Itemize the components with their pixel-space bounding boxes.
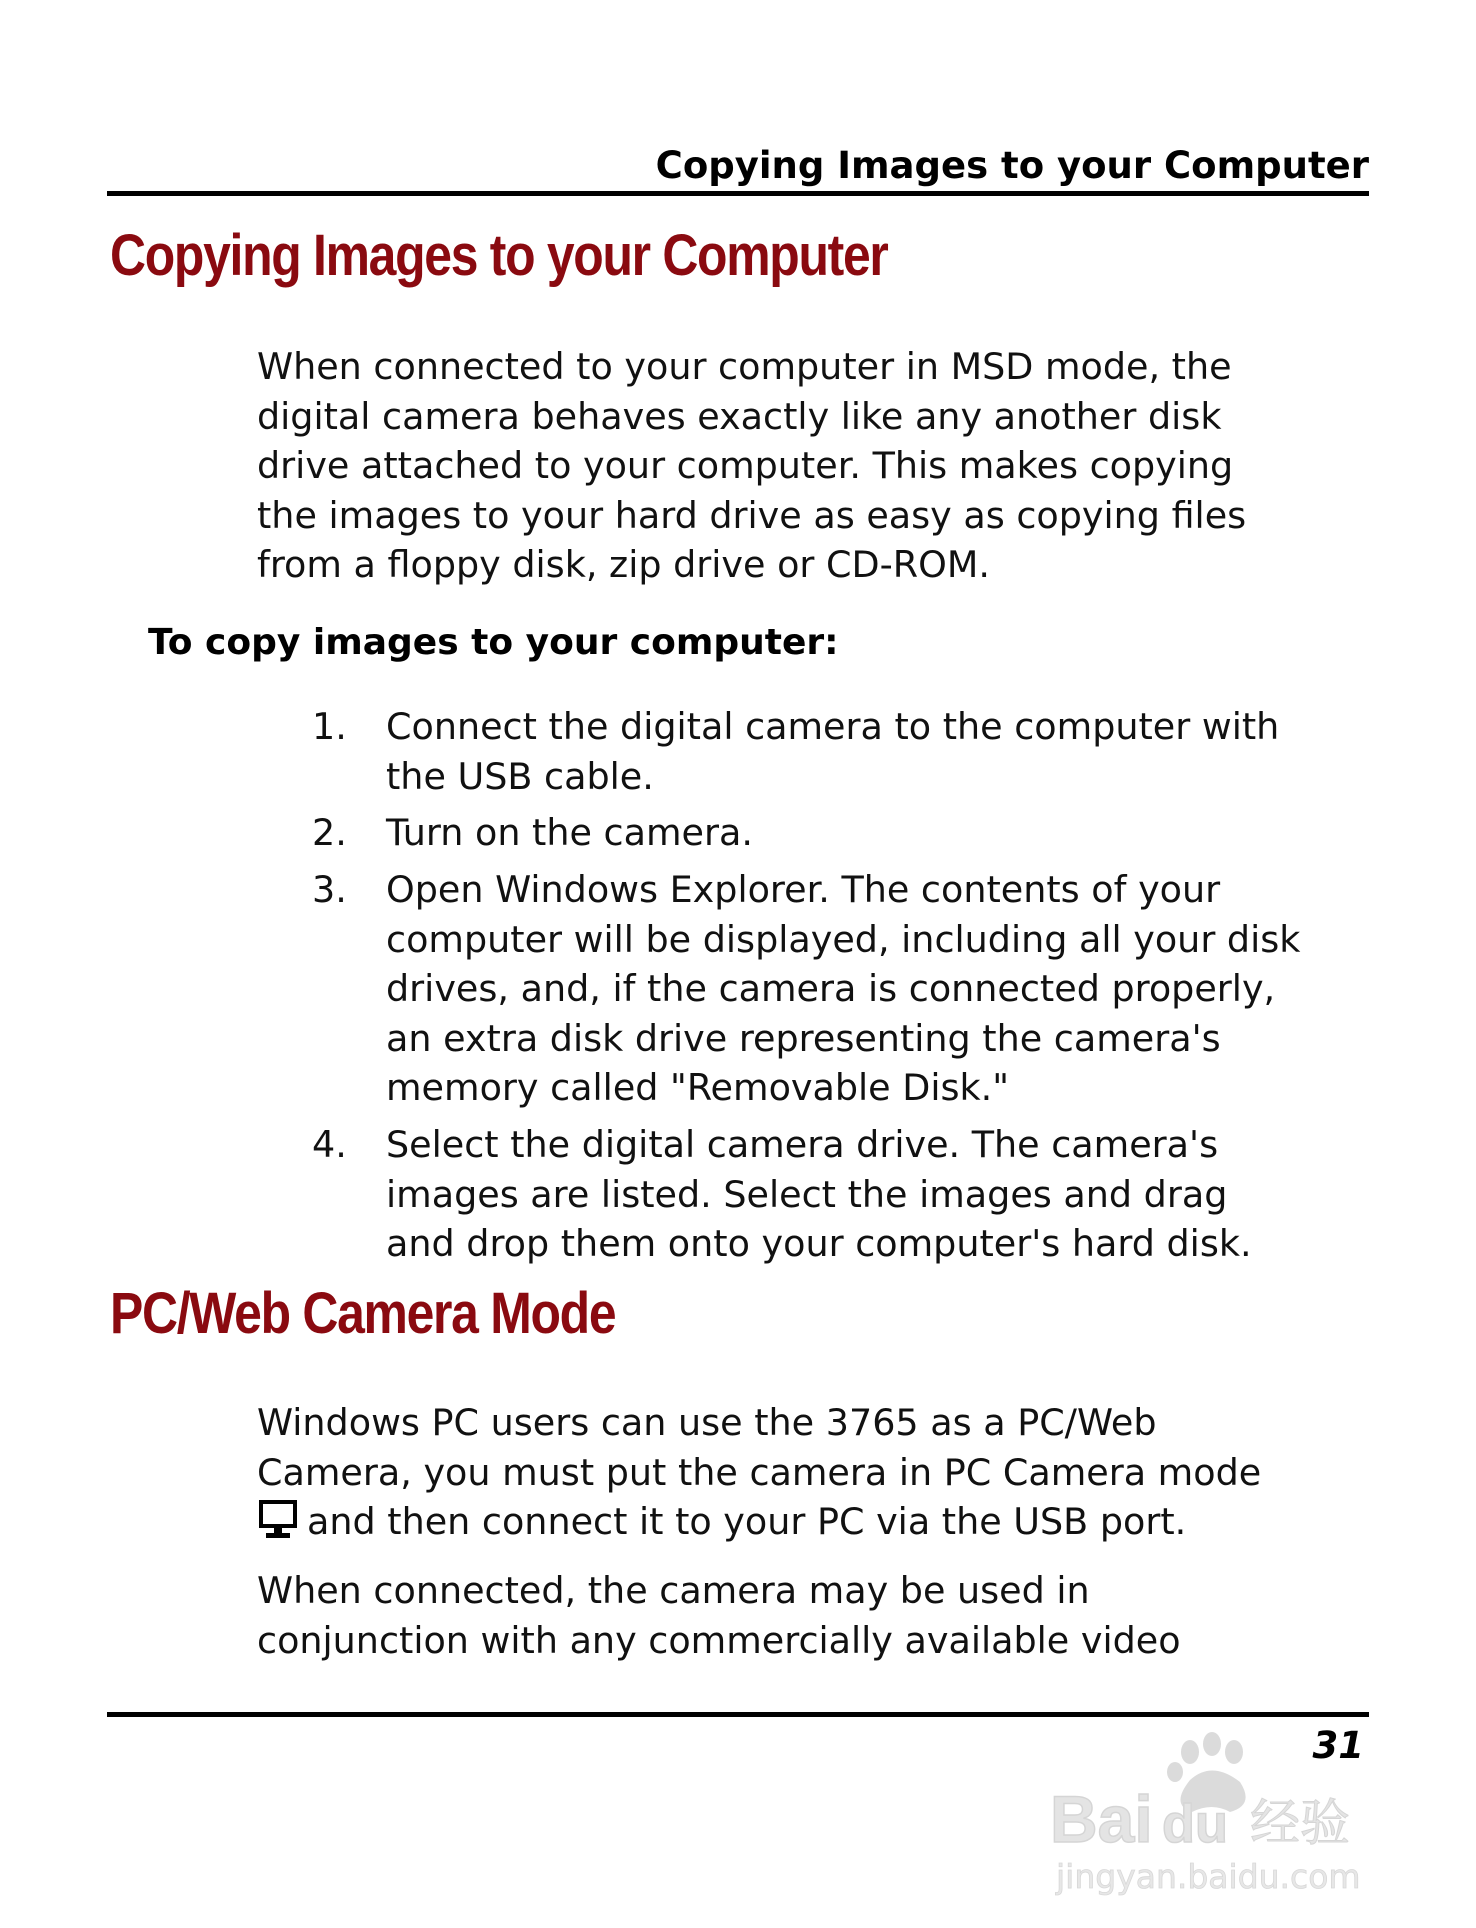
step-text — [386, 808, 753, 858]
procedure-heading: To copy images to your computer: — [148, 622, 839, 663]
running-header: Copying Images to your Computer — [655, 144, 1369, 187]
step-line: the USB cable. — [386, 754, 654, 798]
section-title-pc-web-camera: PC/Web Camera Mode — [110, 1281, 616, 1346]
step-line: and drop them onto your computer's hard disk. — [386, 1222, 1252, 1265]
intro-line: from a floppy disk, zip drive or CD-ROM. — [257, 543, 990, 586]
pc-line: Camera, you must put the camera in PC Camera mode — [257, 1450, 1262, 1494]
intro-paragraph — [257, 342, 1246, 590]
step-text — [386, 865, 1300, 1113]
step-text — [386, 1120, 1252, 1269]
step-line: Turn on the camera. — [386, 811, 753, 854]
footer-rule — [107, 1712, 1369, 1717]
pc-line: conjunction with any commercially available video — [257, 1618, 1181, 1662]
svg-text:经验: 经验 — [1250, 1794, 1350, 1852]
step-text — [386, 702, 1279, 801]
step-line: images are listed. Select the images and drag — [386, 1172, 1228, 1216]
step-number: 4. — [312, 1123, 347, 1166]
pc-connected-paragraph — [257, 1566, 1181, 1665]
step-number: 3. — [312, 868, 347, 911]
pc-monitor-icon — [257, 1498, 299, 1540]
svg-text:du: du — [1162, 1794, 1228, 1854]
intro-line: digital camera behaves exactly like any another disk — [257, 394, 1222, 438]
step-line: Connect the digital camera to the computer with — [386, 705, 1280, 748]
step-line: computer will be displayed, including all your disk — [386, 917, 1301, 961]
pc-line-with-icon — [257, 1497, 1261, 1547]
header-rule — [107, 191, 1369, 196]
pc-line-text: and then connect it to your PC via the USB port. — [307, 1500, 1187, 1543]
step-line: drives, and, if the camera is connected properly, — [386, 967, 1276, 1010]
section-title-copying: Copying Images to your Computer — [110, 223, 888, 288]
intro-line: the images to your hard drive as easy as copying files — [257, 493, 1247, 537]
intro-line: drive attached to your computer. This makes copying — [257, 444, 1234, 487]
step-line: Open Windows Explorer. The contents of your — [386, 868, 1221, 911]
pc-line: Windows PC users can use the 3765 as a PC/Web — [257, 1401, 1157, 1444]
baidu-watermark-logo — [1040, 1730, 1400, 1900]
step-line: memory called "Removable Disk." — [386, 1066, 1010, 1109]
step-number: 1. — [312, 705, 347, 748]
step-line: Select the digital camera drive. The camera's — [386, 1123, 1219, 1166]
pc-line: When connected, the camera may be used in — [257, 1569, 1090, 1612]
step-line: an extra disk drive representing the camera's — [386, 1016, 1221, 1060]
intro-line: When connected to your computer in MSD mode, the — [257, 345, 1232, 388]
svg-text:Bai: Bai — [1050, 1782, 1153, 1856]
step-number: 2. — [312, 811, 347, 854]
svg-text:jingyan.baidu.com: jingyan.baidu.com — [1056, 1857, 1361, 1896]
page-number: 31 — [1312, 1724, 1364, 1767]
pc-camera-paragraph — [257, 1398, 1261, 1547]
